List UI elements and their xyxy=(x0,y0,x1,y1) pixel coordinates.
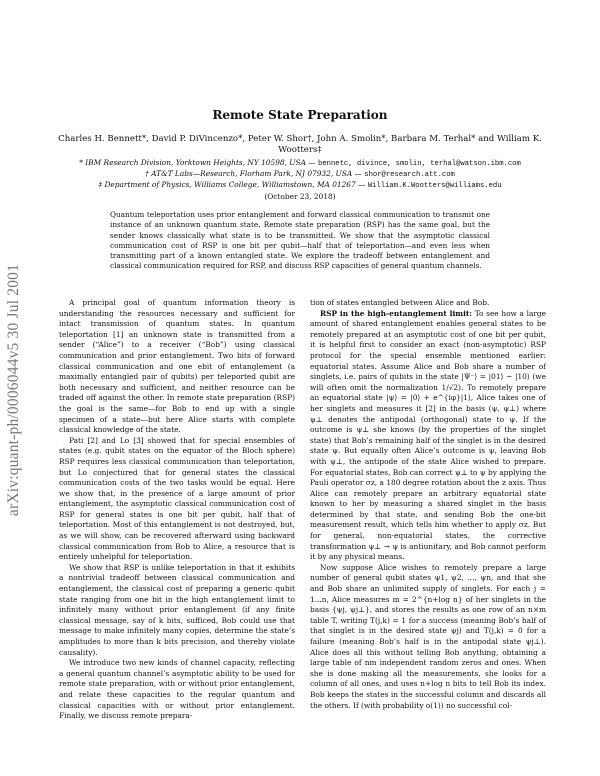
author-list: Charles H. Bennett*, David P. DiVincenzo*, Peter W. Shor†, John A. Smolin*, Barbara M. Terhal* and William K. Wootters‡ xyxy=(58,134,542,155)
section-heading: RSP in the high-entanglement limit: xyxy=(320,308,473,318)
arxiv-identifier: arXiv:quant-ph/0006044v5 30 Jul 2001 xyxy=(5,263,22,517)
paper-title: Remote State Preparation xyxy=(212,108,388,122)
right-column xyxy=(310,298,546,711)
paper-date: (October 23, 2018) xyxy=(264,191,336,201)
paragraph-continuation: tion of states entangled between Alice and Bob. xyxy=(310,298,490,307)
affiliation-att: † AT&T Labs—Research, Florham Park, NJ 07932, USA — shor@research.att.com xyxy=(145,169,455,180)
affiliation-ibm: * IBM Research Division, Yorktown Heights, NY 10598, USA — bennetc, divince, smolin, terhal@watson.ibm.com xyxy=(79,158,521,168)
section-paragraph: RSP in the high-entanglement limit: To see how a large amount of shared entanglement enables general states to be remotely prepared at an asymptotic cost of one bit per qubit, it is helpful first to consider an exact (non-asymptotic) RSP protocol for the special ensemble mentioned earlier: equatorial states. Assume Alice and Bob share a number of singlets, i.e. pairs of qubits in the state |Ψ⁻⟩ = |01⟩ − |10⟩ (we will often omit the normalization 1/√2). To remotely prepare an equatorial state |ψ⟩ = |0⟩ + e^{iφ}|1⟩, Alice takes one of her singlets and measures it [2] in the basis (ψ, ψ⊥) where ψ⊥ denotes the antipodal (orthogonal) state to ψ. If the outcome is ψ⊥ she knows (by the properties of the singlet state) that Bob’s remaining half of the singlet is in the desired state ψ. But equally often Alice’s outcome is ψ, leaving Bob with ψ⊥, the antipode of the state Alice wished to prepare. For equatorial states, Bob can correct ψ⊥ to ψ by applying the Pauli operator σz, a 180 degree rotation about the z axis. Thus Alice can remotely prepare an arbitrary equatorial state known to her by measuring a shared singlet in the basis determined by that state, and sending Bob the one-bit measurement result, which tells him whether to apply σz. But for general, non-equatorial states, the corrective transformation ψ⊥ → ψ is antiunitary, and Bob cannot perform it by any physical means. xyxy=(310,308,546,562)
paragraph: We show that RSP is unlike teleportation in that it exhibits a nontrivial tradeoff between classical communication and entanglement, the classical cost of preparing a generic qubit state ranging from one bit in the high entanglement limit to infinitely many without prior entanglement (if any finite classical message, say of k bits, sufficed, Bob could use that message to make infinitely many copies, determine the state’s amplitudes to more than k bits precision, and thereby violate causality). xyxy=(59,562,295,657)
paragraph: Pati [2] and Lo [3] showed that for special ensembles of states (e.g. qubit states on the equator of the Bloch sphere) RSP requires less classical communication than teleportation, but Lo conjectured that for general states the classical communication costs of the two tasks would be equal. Here we show that, in the presence of a large amount of prior entanglement, the asymptotic classical communication cost of RSP for general states is one bit per qubit, half that of teleportation. Most of this entanglement is not destroyed, but, as we will show, can be recovered afterward using backward classical communication from Bob to Alice, a resource that is entirely unhelpful for teleportation. xyxy=(59,435,295,562)
paragraph: We introduce two new kinds of channel capacity, reflecting a general quantum channel’s asymptotic ability to be used for remote state preparation, with or without prior entanglement, and relate these capacities to the regular quantum and classical capacities with or without prior entanglement. Finally, we discuss remote prepara- xyxy=(59,658,295,721)
left-column xyxy=(59,298,295,722)
paragraph: A principal goal of quantum information theory is understanding the resources necessary and sufficient for intact transmission of quantum states. In quantum teleportation [1] an unknown state is transmitted from a sender (“Alice”) to a receiver (“Bob”) using classical communication and prior entanglement. Two bits of forward classical communication and one ebit of entanglement (a maximally entangled pair of qubits) per teleported qubit are both necessary and sufficient, and neither resource can be traded off against the other. In remote state preparation (RSP) the goal is the same—for Bob to end up with a single specimen of a state—but here Alice starts with complete classical knowledge of the state. xyxy=(59,298,295,435)
paragraph: Now suppose Alice wishes to remotely prepare a large number of general qubit states ψ1, ψ2, ..., ψn, and that she and Bob share an unlimited supply of singlets. For each j = 1...n, Alice measures m = 2^{n+log n} of her singlets in the basis {ψj, ψj⊥}, and stores the results as one row of an n×m table T, writing T(j,k) = 1 for a success (meaning Bob’s half of that singlet is in the desired state ψj) and T(j,k) = 0 for a failure (meaning Bob’s half is in the antipodal state ψj⊥). Alice does all this without telling Bob anything, obtaining a large table of nm independent random zeros and ones. When she is done making all the measurements, she looks for a column of all ones, and uses n+log n bits to tell Bob its index. Bob keeps the states in the successful column and discards all the others. If (with probability o(1)) no successful col- xyxy=(310,562,546,710)
affiliations xyxy=(40,158,560,202)
abstract: Quantum teleportation uses prior entanglement and forward classical communication to transmit one instance of an unknown quantum state. Remote state preparation (RSP) has the same goal, but the sender knows classically what state is to be transmitted. We show that the asymptotic classical communication cost of RSP is one bit per qubit—half that of teleportation—and even less when transmitting part of a known entangled state. We explore the tradeoff between entanglement and classical communication required for RSP, and discuss RSP capacities of general quantum channels. xyxy=(110,210,490,271)
affiliation-williams: ‡ Department of Physics, Williams College, Williamstown, MA 01267 — William.K.Wootters@williams.edu xyxy=(98,180,502,191)
